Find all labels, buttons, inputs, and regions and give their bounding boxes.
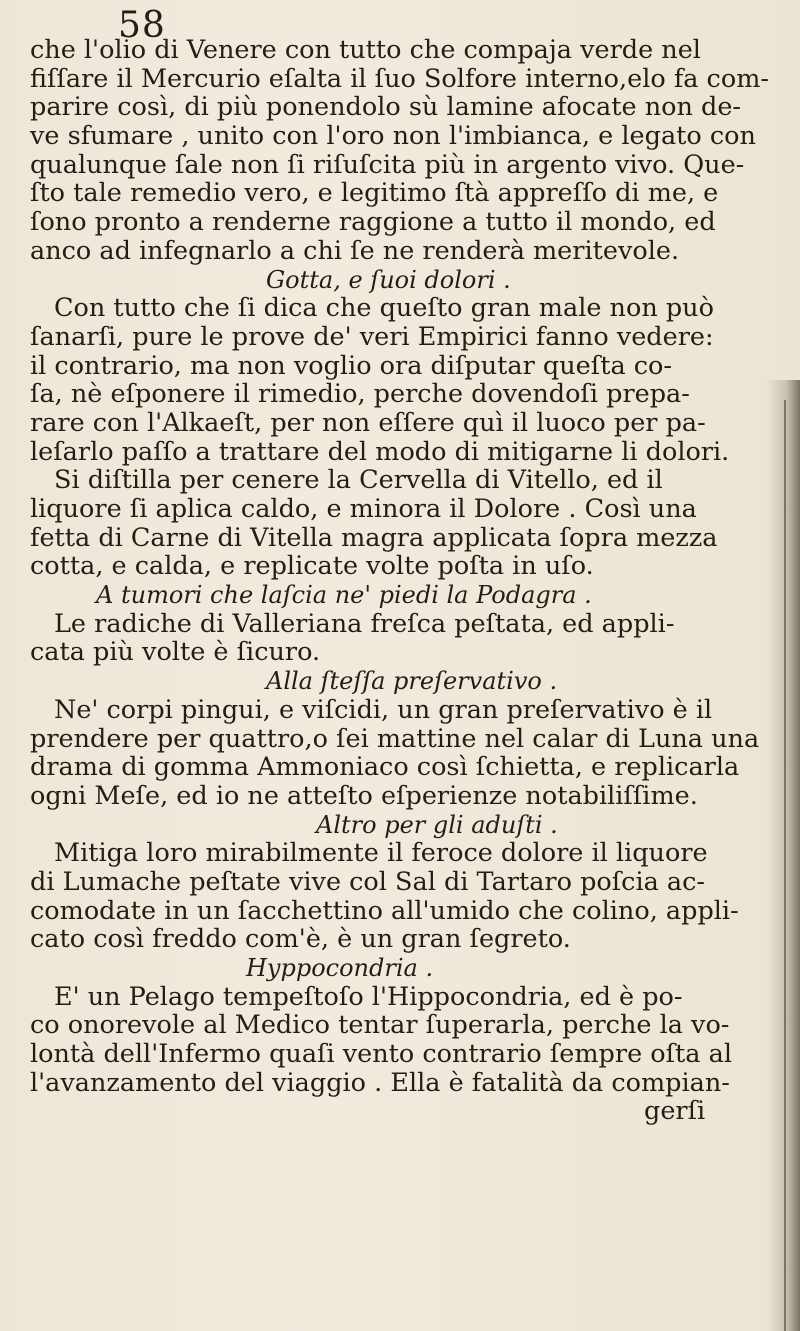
text-line: Mitiga loro mirabilmente il feroce dolore il liquore bbox=[54, 838, 708, 869]
text-line: Si diſtilla per cenere la Cervella di Vitello, ed il bbox=[54, 465, 663, 496]
text-line: E' un Pelago tempeſtoſo l'Hippocondria, ed è po- bbox=[54, 981, 683, 1012]
section-heading: Altro per gli aduſti . bbox=[316, 810, 558, 839]
text-line: Le radiche di Valleriana freſca peſtata, ed appli- bbox=[54, 608, 675, 639]
text-line: ſa, nè eſponere il rimedio, perche dovendoſi prepa- bbox=[30, 379, 690, 410]
text-line: prendere per quattro,o ſei mattine nel calar di Luna una bbox=[30, 723, 760, 754]
text-line: che l'olio di Venere con tutto che compaja verde nel bbox=[30, 35, 701, 65]
text-line: lontà dell'Infermo quaſi vento contrario ſempre oſta al bbox=[30, 1039, 732, 1070]
text-line: ſono pronto a renderne raggione a tutto il mondo, ed bbox=[30, 207, 716, 238]
text-line: ſanarſi, pure le prove de' veri Empirici fanno vedere: bbox=[30, 321, 714, 352]
text-line: l'avanzamento del viaggio . Ella è fatalità da compian- bbox=[30, 1067, 730, 1098]
text-line: ſto tale remedio vero, e legitimo ſtà appreſſo di me, e bbox=[30, 178, 719, 209]
body-text bbox=[30, 36, 800, 1126]
section-heading: Hyppocondria . bbox=[246, 954, 434, 982]
section-heading: Alla ſteſſa preſervativo . bbox=[266, 667, 558, 696]
text-line: ve sfumare , unito con l'oro non l'imbianca, e legato con bbox=[30, 121, 756, 152]
text-line: gerſi bbox=[644, 1096, 706, 1127]
section-heading: Gotta, e ſuoi dolori . bbox=[266, 265, 511, 294]
text-line: ogni Meſe, ed io ne atteſto eſperienze notabiliſſime. bbox=[30, 780, 698, 811]
text-line: cotta, e calda, e replicate volte poſta in uſo. bbox=[30, 551, 594, 582]
text-line: leſarlo paſſo a trattare del modo di mitigarne li dolori. bbox=[30, 436, 730, 467]
text-line: fiſſare il Mercurio eſalta il ſuo Solfore interno,elo fa com- bbox=[30, 63, 769, 94]
text-line: cata più volte è ſicuro. bbox=[30, 637, 321, 668]
text-line: il contrario, ma non voglio ora diſputar queſta co- bbox=[30, 350, 673, 381]
text-line: di Lumache peſtate vive col Sal di Tartaro poſcia ac- bbox=[30, 866, 706, 897]
text-line: qualunque ſale non ſi riſuſcita più in argento vivo. Que- bbox=[30, 149, 745, 180]
text-line: Ne' corpi pingui, e viſcidi, un gran preſervativo è il bbox=[54, 694, 713, 725]
section-heading: A tumori che laſcia ne' piedi la Podagra . bbox=[96, 581, 592, 610]
text-line: anco ad infegnarlo a chi ſe ne renderà meritevole. bbox=[30, 235, 680, 266]
page-number: 58 bbox=[118, 5, 166, 46]
text-line: Con tutto che ſi dica che queſto gran male non può bbox=[54, 293, 714, 324]
text-line: liquore ſi aplica caldo, e minora il Dolore . Così una bbox=[30, 494, 697, 524]
text-line: fetta di Carne di Vitella magra applicata ſopra mezza bbox=[30, 522, 718, 553]
text-line: rare con l'Alkaeſt, per non eſſere quì il luoco per pa- bbox=[30, 407, 706, 438]
text-line: comodate in un ſacchettino all'umido che colino, appli- bbox=[30, 895, 739, 926]
text-line: parire così, di più ponendolo sù lamine afocate non de- bbox=[30, 92, 742, 123]
text-line: drama di gomma Ammoniaco così ſchietta, e replicarla bbox=[30, 752, 740, 783]
text-line: cato così freddo com'è, è un gran ſegreto. bbox=[30, 924, 571, 955]
text-line: co onorevole al Medico tentar ſuperarla, perche la vo- bbox=[30, 1010, 730, 1041]
